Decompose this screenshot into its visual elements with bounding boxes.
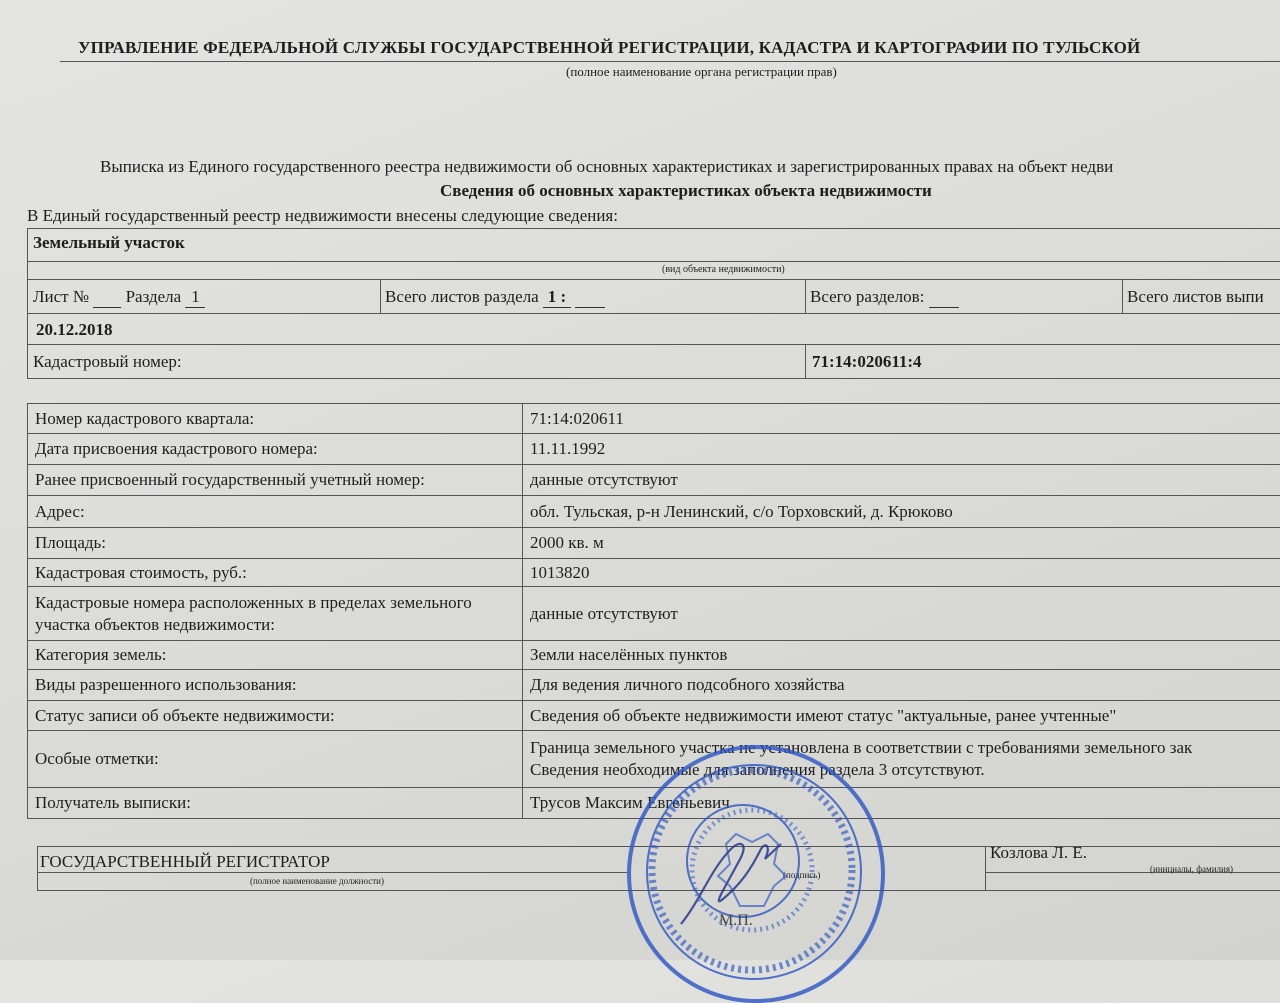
section-label: Раздела [126,287,182,306]
row-label-previous-number: Ранее присвоенный государственный учетный номер: [28,465,523,496]
table-row [28,434,1280,465]
row-label-cadastral-value: Кадастровая стоимость, руб.: [28,559,523,587]
sheet-row-divider-3 [1122,279,1123,313]
cadastral-number-label: Кадастровый номер: [33,352,182,372]
cadastral-row-divider [805,344,806,378]
footer-left-border [37,846,38,890]
row-label-record-status: Статус записи об объекте недвижимости: [28,701,523,731]
extract-title: Выписка из Единого государственного реестра недвижимости об основных характеристиках и зарегистрированных правах на объект недви [100,157,1113,177]
row-label-recipient: Получатель выписки: [28,788,523,819]
row-value-assign-date: 11.11.1992 [523,434,1280,465]
registrar-caption: (полное наименование должности) [250,876,384,886]
row-value-recipient: Трусов Максим Евгеньевич [523,788,1280,819]
authority-underline [60,61,1280,62]
table-left-border [27,228,28,378]
authority-name: УПРАВЛЕНИЕ ФЕДЕРАЛЬНОЙ СЛУЖБЫ ГОСУДАРСТВЕННОЙ РЕГИСТРАЦИИ, КАДАСТРА И КАРТОГРАФИИ ПО ТУЛЬСКОЙ [78,38,1140,58]
total-sections-blank [929,287,959,308]
total-sections [810,287,959,308]
row-value-cadastral-value: 1013820 [523,559,1280,587]
cadastral-number: 71:14:020611:4 [812,352,922,372]
row-value-address: обл. Тульская, р-н Ленинский, с/о Торховский, д. Крюково [523,496,1280,528]
table-row [28,528,1280,559]
section-title: Сведения об основных характеристиках объекта недвижимости [440,181,932,201]
object-type-caption: (вид объекта недвижимости) [662,264,785,275]
row-label-quarter: Номер кадастрового квартала: [28,404,523,434]
total-sections-label: Всего разделов: [810,287,924,306]
extract-date: 20.12.2018 [36,320,113,340]
row-label-address: Адрес: [28,496,523,528]
authority-caption: (полное наименование органа регистрации прав) [566,64,837,80]
table-row [28,496,1280,528]
signature-mark [631,749,881,999]
seal-mark-label: М.П. [719,912,753,930]
table-row [28,641,1280,670]
row-value-objects-within: данные отсутствуют [523,587,1280,641]
row-label-special-notes: Особые отметки: [28,731,523,788]
table-row [28,587,1280,641]
row-label-land-category: Категория земель: [28,641,523,670]
registrar-name: Козлова Л. Е. [990,843,1087,863]
sheet-label: Лист № [33,287,89,306]
signature-caption: (подпись) [783,870,820,880]
cadastral-row-bottom [27,378,1280,379]
special-notes-line-1: Граница земельного участка не установлена в соответствии с требованиями земельного зак [530,737,1280,759]
cadastral-row-top [27,344,1280,345]
total-sheets-section-label: Всего листов раздела [385,287,539,306]
sheet-row-divider-2 [805,279,806,313]
row-value-permitted-use: Для ведения личного подсобного хозяйства [523,670,1280,701]
table-row [28,404,1280,434]
intro-text: В Единый государственный реестр недвижимости внесены следующие сведения: [27,206,618,226]
registrar-title: ГОСУДАРСТВЕННЫЙ РЕГИСТРАТОР [40,852,330,872]
table-row [28,465,1280,496]
object-type: Земельный участок [33,233,185,253]
table-row [28,559,1280,587]
row-label-objects-within: Кадастровые номера расположенных в пределах земельного участка объектов недвижимости: [28,587,523,641]
table-row [28,701,1280,731]
row-value-previous-number: данные отсутствуют [523,465,1280,496]
section-number: 1 [185,287,205,308]
row-label-area: Площадь: [28,528,523,559]
date-row-top [27,313,1280,314]
total-sheets-blank [575,287,605,308]
name-underline [985,872,1280,873]
footer-divider [985,846,986,890]
row-value-record-status: Сведения об объекте недвижимости имеют статус "актуальные, ранее учтенные" [523,701,1280,731]
row-value-quarter: 71:14:020611 [523,404,1280,434]
row-value-land-category: Земли населённых пунктов [523,641,1280,670]
row-label-assign-date: Дата присвоения кадастрового номера: [28,434,523,465]
special-notes-line-2: Сведения необходимые для заполнения раздела 3 отсутствуют. [530,759,1280,781]
sheet-row-top [27,279,1280,280]
total-sheets-section-value: 1 : [543,287,571,308]
object-type-divider [27,261,1280,262]
name-caption: (инициалы, фамилия) [1150,864,1233,874]
sheet-info [33,287,205,308]
table-row [28,670,1280,701]
row-value-area: 2000 кв. м [523,528,1280,559]
registrar-underline [37,872,627,873]
sheet-row-divider-1 [380,279,381,313]
official-seal [627,745,885,1003]
total-sheets-extract-label: Всего листов выпи [1127,287,1264,307]
total-sheets-section [385,287,605,308]
table-top-border [27,228,1280,229]
row-label-permitted-use: Виды разрешенного использования: [28,670,523,701]
sheet-number-blank [93,287,121,308]
